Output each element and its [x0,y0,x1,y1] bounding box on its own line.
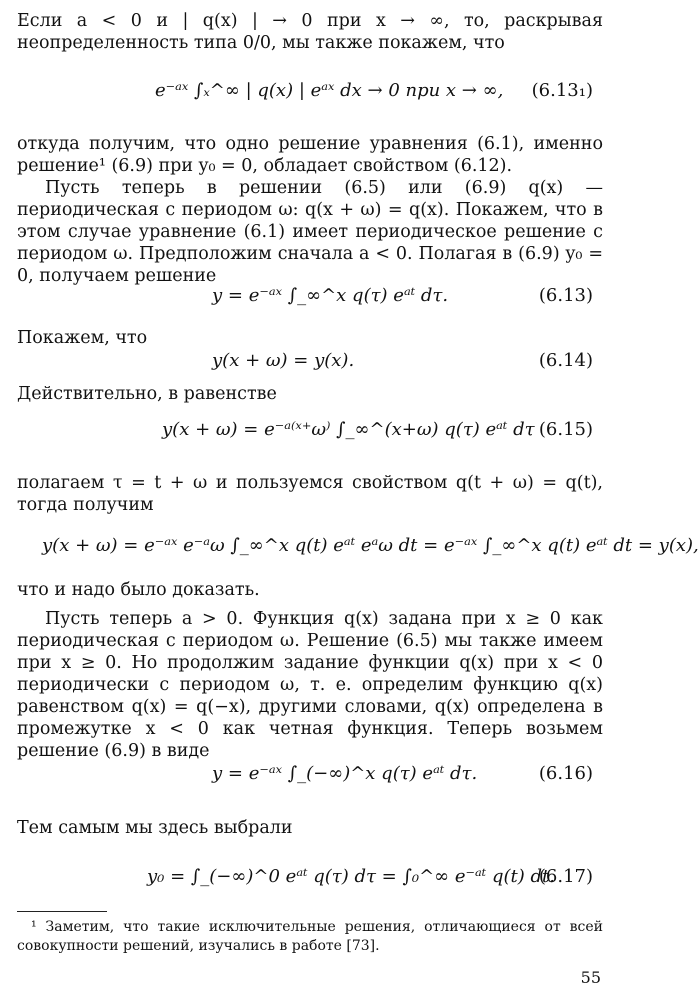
paragraph-2: откуда получим, что одно решение уравнения (6.1), именно решение¹ (6.9) при y₀ = 0, обладает свойством (6.12). [17,134,603,176]
equation-formula: e⁻ᵃˣ ∫ₓ^∞ | q(x) | eᵃˣ dx → 0 при x → ∞, [155,80,504,101]
equation-6-15 [17,419,603,465]
paragraph-8: Пусть теперь a > 0. Функция q(x) задана при x ≥ 0 как периодическая с периодом ω. Решение (6.5) мы также имеем при x ≥ 0. Но продолжим задание функции q(x) при x < 0 периодически с периодом ω, т. е. определим функцию q(x) равенством q(x) = q(−x), другими словами, q(x) определена в промежутке x < 0 как четная функция. Теперь возьмем решение (6.9) в виде [17,609,603,761]
equation-formula: y₀ = ∫_(−∞)^0 eᵃᵗ q(τ) dτ = ∫₀^∞ e⁻ᵃᵗ q(t) dt. [147,866,555,887]
equation-unnumbered [17,535,699,581]
equation-number: (6.17) [538,866,593,887]
paragraph-5: Действительно, в равенстве [17,384,277,404]
footnote-divider [17,911,107,912]
equation-formula: y(x + ω) = e⁻ᵃˣ e⁻ᵃω ∫_∞^x q(t) eᵃᵗ eᵃω dt = e⁻ᵃˣ ∫_∞^x q(t) eᵃᵗ dt = y(x), [42,535,699,556]
equation-6-13-1 [17,80,603,126]
equation-6-17 [17,866,603,912]
equation-number: (6.16) [538,763,593,784]
equation-number: (6.13₁) [531,80,593,101]
equation-formula: y = e⁻ᵃˣ ∫_(−∞)^x q(τ) eᵃᵗ dτ. [212,763,478,784]
equation-6-13 [17,285,603,331]
equation-formula: y(x + ω) = y(x). [212,350,355,371]
paragraph-9: Тем самым мы здесь выбрали [17,818,293,838]
equation-number: (6.15) [538,419,593,440]
equation-6-16 [17,763,603,809]
page-number: 55 [580,968,601,987]
paragraph-6: полагаем τ = t + ω и пользуемся свойством q(t + ω) = q(t), тогда получим [17,473,603,515]
footnote: ¹ Заметим, что такие исключительные решения, отличающиеся от всей совокупности решений, изучались в работе [73]. [17,919,603,954]
equation-number: (6.14) [538,350,593,371]
equation-formula: y = e⁻ᵃˣ ∫_∞^x q(τ) eᵃᵗ dτ. [212,285,449,306]
equation-formula: y(x + ω) = e⁻ᵃ⁽ˣ⁺ω⁾ ∫_∞^(x+ω) q(τ) eᵃᵗ dτ [162,419,535,440]
equation-number: (6.13) [538,285,593,306]
paragraph-1: Если a < 0 и | q(x) | → 0 при x → ∞, то, раскрывая неопределенность типа 0/0, мы также покажем, что [17,11,603,53]
paragraph-4: Покажем, что [17,328,148,348]
paragraph-3: Пусть теперь в решении (6.5) или (6.9) q(x) — периодическая с периодом ω: q(x + ω) = q(x). Покажем, что в этом случае уравнение (6.1) имеет периодическое решение с периодом ω. Предположим сначала a < 0. Полагая в (6.9) y₀ = 0, получаем решение [17,178,603,286]
paragraph-7: что и надо было доказать. [17,580,260,600]
